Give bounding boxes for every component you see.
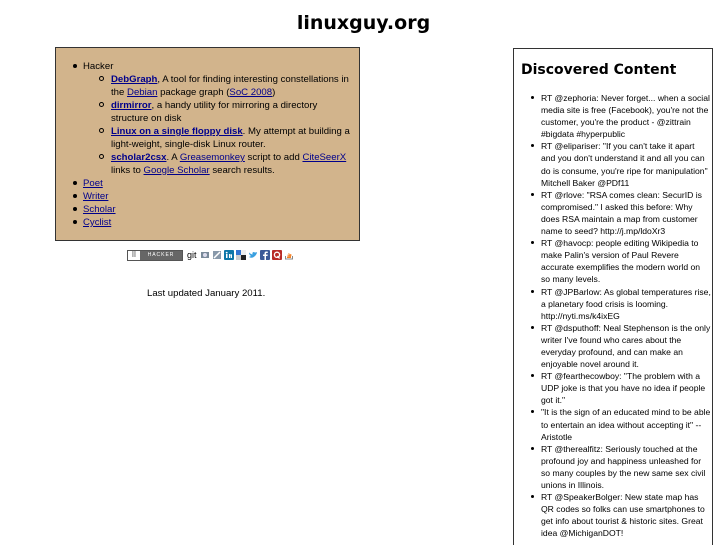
project-text: , A tool for finding interesting constellations in the [111, 74, 349, 98]
greasemonkey-link[interactable]: Greasemonkey [179, 152, 245, 163]
hacker-badge-text: HACKER [140, 251, 182, 260]
delicious-icon[interactable] [236, 250, 246, 260]
facebook-icon[interactable] [260, 250, 270, 260]
project-list [83, 73, 355, 177]
about-list [73, 60, 355, 229]
debian-link[interactable]: Debian [127, 87, 158, 98]
project-item-dirmirror [83, 99, 355, 125]
last-updated-text: Last updated January 2011. [147, 288, 266, 299]
about-box [55, 47, 360, 241]
tweet-item[interactable]: RT @havocp: people editing Wikipedia to make Palin's version of Paul Revere accurate exemplifies the modern world on so many levels. [531, 237, 711, 285]
site-title: linuxguy.org [296, 12, 431, 34]
stackoverflow-icon[interactable] [284, 250, 294, 260]
hacker-badge[interactable] [127, 250, 183, 261]
project-text: script to add [244, 152, 303, 163]
project-item-debgraph [83, 73, 355, 99]
discovered-content-title: Discovered Content [521, 62, 677, 78]
dirmirror-link[interactable]: dirmirror [111, 100, 152, 111]
debgraph-link[interactable]: DebGraph [111, 74, 158, 85]
project-item-floppy [83, 125, 355, 151]
tweet-item[interactable]: RT @therealfitz: Seriously touched at the profound joy and happiness unleashed for so many couples by the new same sex civil unions in Illinois. [531, 443, 711, 491]
writer-link[interactable]: Writer [83, 191, 109, 202]
project-item-scholar2csx [83, 151, 355, 177]
floppy-linux-link[interactable]: Linux on a single floppy disk [111, 126, 243, 137]
google-scholar-link[interactable]: Google Scholar [143, 165, 210, 176]
list-item-writer [73, 190, 355, 203]
quora-icon[interactable] [272, 250, 282, 260]
tweet-list [531, 92, 711, 539]
hacker-label: Hacker [83, 61, 114, 72]
project-text: ) [272, 87, 276, 98]
wrench-icon[interactable] [212, 250, 222, 260]
scholar2csx-link[interactable]: scholar2csx [111, 152, 167, 163]
list-item-poet [73, 177, 355, 190]
twitter-icon[interactable] [248, 250, 258, 260]
tweet-item[interactable]: RT @SpeakerBolger: New state map has QR codes so folks can use smartphones to get info about tourist & historic sites. Great idea @MichiganDOT! [531, 491, 711, 539]
tweet-item[interactable]: RT @zephoria: Never forget... when a social media site is free (Facebook), you're not the customer, you're the product - @zittrain #bigdata #hyperpublic [531, 92, 711, 140]
poet-link[interactable]: Poet [83, 178, 103, 189]
soc-2008-link[interactable]: SoC 2008 [229, 87, 273, 98]
project-text: . A [166, 152, 180, 163]
project-text: , a handy utility for mirroring a directory structure on disk [111, 100, 318, 124]
tweet-item[interactable]: RT @JPBarlow: As global temperatures rise, a planetary food crisis is looming. http://nyti.ms/k4ixEG [531, 286, 711, 322]
git-label[interactable]: git [187, 250, 197, 260]
list-item-cyclist [73, 216, 355, 229]
list-item-scholar [73, 203, 355, 216]
citeseerx-link[interactable]: CiteSeerX [302, 152, 347, 163]
tweet-item[interactable]: RT @dsputhoff: Neal Stephenson is the only writer I've found who cares about the everyday profound, and can make an enjoyable novel around it. [531, 322, 711, 370]
discovered-content-panel [513, 48, 713, 545]
badge-row [127, 249, 294, 261]
scholar-link[interactable]: Scholar [83, 204, 116, 215]
project-text: search results. [209, 165, 275, 176]
tweet-item[interactable]: RT @rlove: "RSA comes clean: SecurID is compromised." I asked this before: Why does RSA maintain a map from customer name to seed? http://j.mp/ldoXr3 [531, 189, 711, 237]
tweet-item[interactable]: RT @fearthecowboy: "The problem with a UDP joke is that you have no idea if people got it." [531, 370, 711, 406]
project-text: links to [111, 165, 144, 176]
tweet-item[interactable]: "It is the sign of an educated mind to be able to entertain an idea without accepting it" --Aristotle [531, 406, 711, 442]
git-icon[interactable] [200, 250, 210, 260]
project-text: package graph ( [157, 87, 230, 98]
list-item-hacker [73, 60, 355, 177]
tweet-item[interactable]: RT @elipariser: "If you can't take it apart and you don't understand it and all you can do is consume, you're ripe for manipulation" Mitchell Baker @PDf11 [531, 140, 711, 188]
project-text: . My attempt at building a light-weight, single-disk Linux router. [111, 126, 350, 150]
linkedin-icon[interactable] [224, 250, 234, 260]
glider-icon: ⠿ [131, 252, 137, 259]
cyclist-link[interactable]: Cyclist [83, 217, 112, 228]
